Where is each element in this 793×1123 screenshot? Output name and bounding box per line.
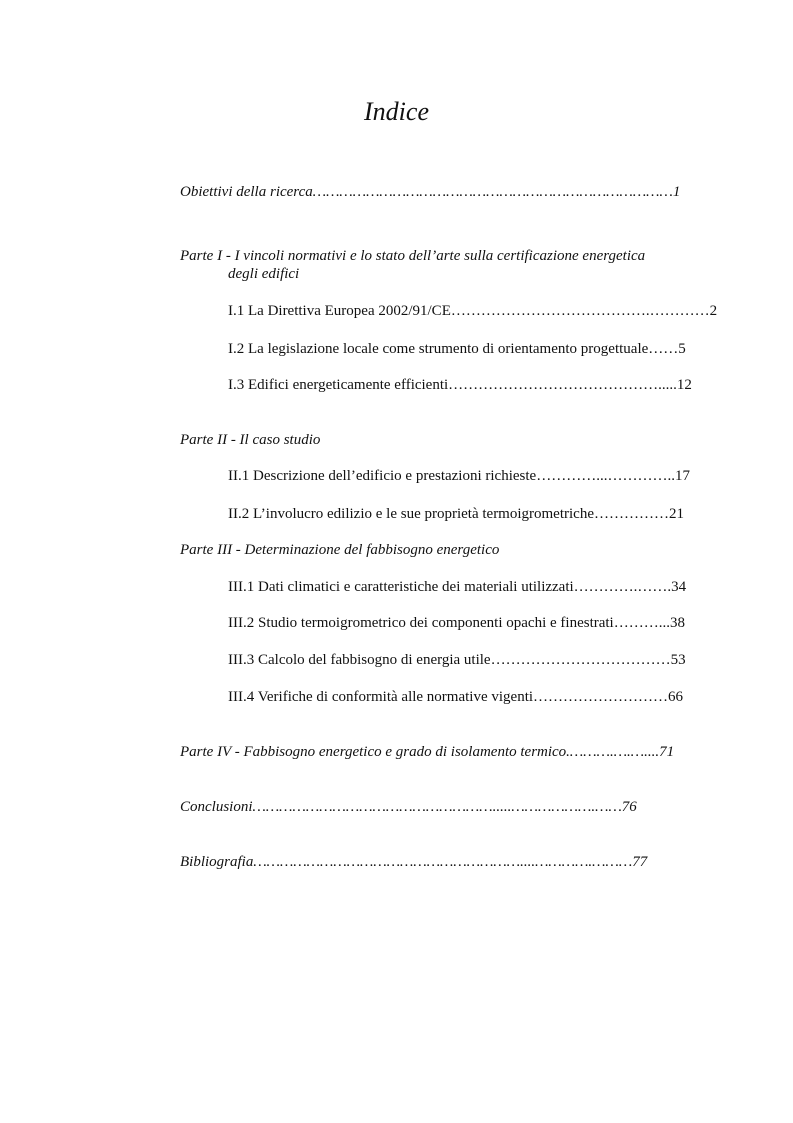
toc-entry-parte-2: Parte II - Il caso studio (180, 432, 321, 448)
toc-entry-3-2: III.2 Studio termoigrometrico dei componenti opachi e finestrati………...38 (228, 615, 685, 631)
toc-entry-3-1: III.1 Dati climatici e caratteristiche dei materiali utilizzati………….…….34 (228, 579, 687, 595)
toc-entry-parte-3: Parte III - Determinazione del fabbisogno energetico (180, 542, 500, 558)
toc-entry-parte-4: Parte IV - Fabbisogno energetico e grado di isolamento termico.……….….…....71 (180, 744, 675, 760)
toc-entry-1-3: I.3 Edifici energeticamente efficienti…………………………………….....12 (228, 377, 692, 393)
toc-entry-1-2: I.2 La legislazione locale come strumento di orientamento progettuale……5 (228, 341, 686, 357)
toc-entry-1-1: I.1 La Direttiva Europea 2002/91/CE………………………………….…………2 (228, 303, 718, 319)
toc-entry-bibliografia: Bibliografia……………………………………………………....………….………77 (180, 854, 648, 870)
toc-entry-2-1: II.1 Descrizione dell’edificio e prestazioni richieste…………...…………..17 (228, 468, 690, 484)
toc-entry-obiettivi: Obiettivi della ricerca………………………………………………………………………1 (180, 184, 681, 200)
toc-entry-3-4: III.4 Verifiche di conformità alle normative vigenti………………………66 (228, 689, 684, 705)
toc-entry-3-3: III.3 Calcolo del fabbisogno di energia utile………………………………53 (228, 652, 686, 668)
toc-entry-2-2: II.2 L’involucro edilizio e le sue proprietà termoigrometriche……………21 (228, 506, 684, 522)
toc-entry-conclusioni: Conclusioni……………………………………………….....……………….……76 (180, 799, 637, 815)
toc-entry-parte-1: Parte I - I vincoli normativi e lo stato dell’arte sulla certificazione energetica (180, 248, 646, 264)
page-title: Indice (364, 97, 429, 126)
toc-entry-parte-1-continued: degli edifici (228, 266, 300, 282)
